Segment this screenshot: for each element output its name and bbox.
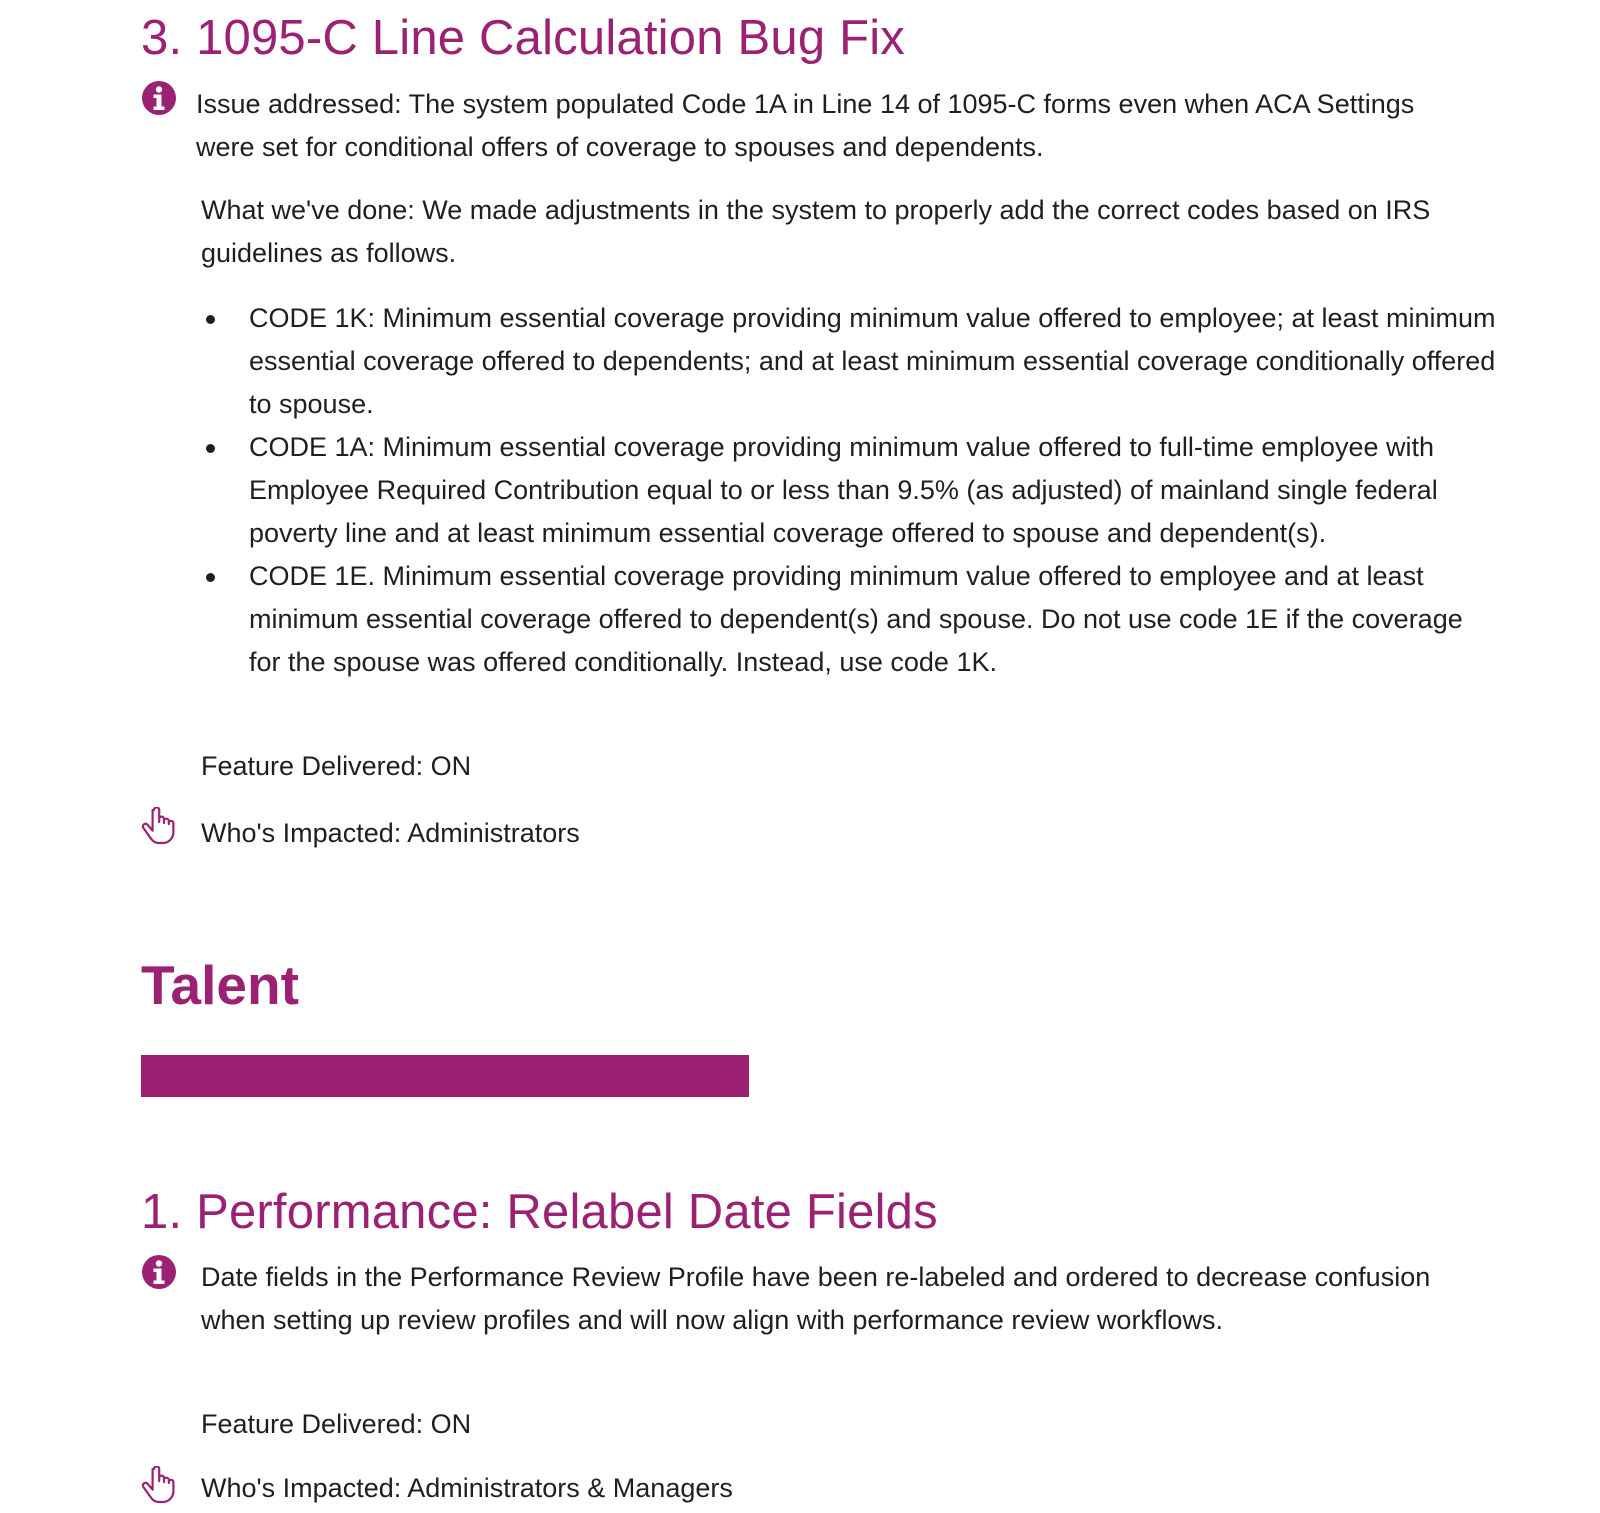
bullet-icon — [206, 315, 215, 324]
talent-divider-bar — [141, 1055, 749, 1097]
issue-addressed-text: Issue addressed: The system populated Code 1A in Line 14 of 1095-C forms even when ACA Settings were set for conditional offers of coverage to spouses and dependents. — [196, 89, 1415, 162]
code-1a-text: CODE 1A: Minimum essential coverage providing minimum value offered to full-time employee with Employee Required Contribution equal to or less than 9.5% (as adjusted) of mainland single federal poverty line and at least minimum essential coverage offered to spouse and dependent(s). — [249, 432, 1438, 548]
hand-pointer-icon — [141, 1466, 175, 1504]
performance-description-text: Date fields in the Performance Review Profile have been re-labeled and ordered to decrease confusion when setting up review profiles and will now align with performance review workflows. — [201, 1262, 1431, 1335]
code-1k-text: CODE 1K: Minimum essential coverage providing minimum value offered to employee; at least minimum essential coverage offered to dependents; and at least minimum essential coverage conditionally offered to spouse. — [249, 303, 1496, 419]
impacted-text: Who's Impacted: Administrators & Managers — [201, 1473, 733, 1503]
code-list — [201, 297, 1501, 684]
hand-pointer-icon — [141, 807, 175, 845]
list-item — [201, 555, 1501, 684]
feature-delivered-text: Feature Delivered: ON — [201, 1409, 472, 1439]
impacted-text: Who's Impacted: Administrators — [201, 818, 580, 848]
feature-delivered-text: Feature Delivered: ON — [201, 751, 472, 781]
what-done-text: What we've done: We made adjustments in the system to properly add the correct codes based on IRS guidelines as follows. — [201, 195, 1431, 268]
bullet-icon — [206, 573, 215, 582]
code-1e-text: CODE 1E. Minimum essential coverage providing minimum value offered to employee and at least minimum essential coverage offered to dependent(s) and spouse. Do not use code 1E if the coverage for the spouse was offered conditionally. Instead, use code 1K. — [249, 561, 1463, 677]
info-icon — [141, 1254, 177, 1290]
list-item — [201, 297, 1501, 426]
performance-heading: 1. Performance: Relabel Date Fields — [141, 1185, 938, 1239]
bug-fix-heading: 3. 1095-C Line Calculation Bug Fix — [141, 11, 906, 65]
talent-heading: Talent — [141, 954, 299, 1016]
list-item — [201, 426, 1501, 555]
info-icon — [141, 80, 177, 116]
bullet-icon — [206, 444, 215, 453]
